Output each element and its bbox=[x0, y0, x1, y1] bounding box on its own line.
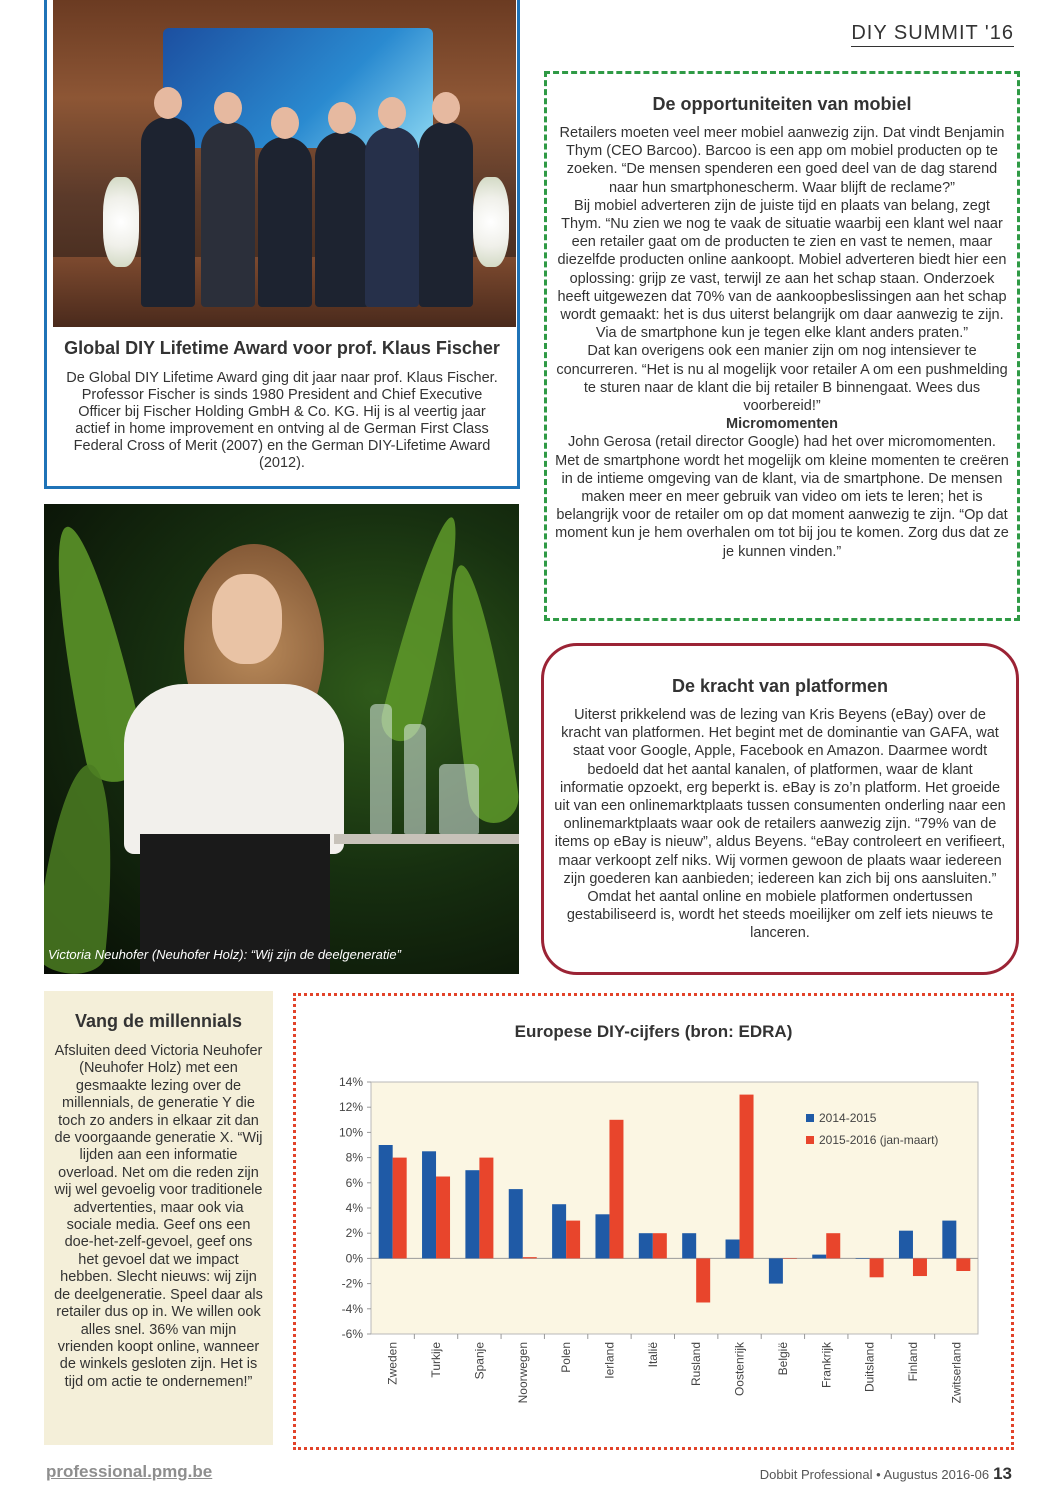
water-bottle bbox=[404, 724, 426, 834]
person bbox=[201, 122, 255, 307]
paragraph: Dat kan overigens ook een manier zijn om nog intensiever te concurreren. “Het is nu al mogelijk voor retailer A om een pushmelding te sturen naar de klant die bij retailer B binnengaat. Wees dus voorbereid!” bbox=[556, 343, 1008, 415]
award-title: Global DIY Lifetime Award voor prof. Klaus Fischer bbox=[64, 338, 500, 358]
y-tick-label: 10% bbox=[338, 1125, 363, 1140]
orchid-left bbox=[103, 177, 139, 267]
y-tick-label: 12% bbox=[338, 1100, 363, 1115]
y-tick-label: 4% bbox=[345, 1201, 363, 1215]
bar-series1 bbox=[552, 1204, 566, 1258]
x-tick-label: Spanje bbox=[472, 1342, 487, 1380]
bar-series2 bbox=[436, 1177, 450, 1259]
bar-series2 bbox=[956, 1258, 970, 1271]
bar-series1 bbox=[769, 1258, 783, 1283]
footer-website-link[interactable]: professional.pmg.be bbox=[46, 1462, 213, 1481]
y-tick-label: 8% bbox=[345, 1150, 363, 1165]
person bbox=[141, 117, 195, 307]
y-tick-label: 6% bbox=[345, 1175, 363, 1190]
bar-series2 bbox=[913, 1258, 927, 1276]
bar-series1 bbox=[942, 1221, 956, 1259]
bar-series1 bbox=[422, 1151, 436, 1258]
bar-series2 bbox=[393, 1158, 407, 1259]
chart-box bbox=[293, 993, 1014, 1450]
platformen-text: Uiterst prikkelend was de lezing van Kris Beyens (eBay) over de kracht van platformen. Het begint met de dominantie van GAFA, wat staat voor Google, Apple, Facebook en Amazon. Daarmee wordt bedoeld dat het aantal kanalen, of platformen, waar de klant informatie opzoekt, erg beperkt is. eBay is zo’n platform. Het groeide uit van een onlinemarktplaats tussen consumenten onderling naar een onlinemarktplaats waar ook de retailers aanwezig zijn. “79% van de items op eBay is nieuw”, aldus Beyens. “eBay controleert en verifieert, maar verkoopt zelf niks. Wij vormen gewoon de plaats waar iedereen zijn goederen kan aanbieden; iedereen kan zich bij ons aansluiten.” Omdat het aantal online en mobiele platformen ondertussen gestabiliseerd is, wordt het steeds moeilijker om zelf iets nieuws te lanceren. bbox=[554, 707, 1006, 942]
x-tick-label: Polen bbox=[559, 1342, 574, 1373]
x-tick-label: Frankrijk bbox=[819, 1342, 834, 1389]
award-box bbox=[44, 0, 520, 489]
award-ceremony-photo bbox=[53, 0, 516, 327]
platformen-box bbox=[541, 643, 1019, 975]
paragraph: Retailers moeten veel meer mobiel aanwezig zijn. Dat vindt Benjamin Thym (CEO Barcoo). Barcoo is een app om mobiel producten op te zoeken. “De mensen spenderen een goed deel van de dag starend naar hun smartphonescherm. Waar blijft de reclame?” bbox=[559, 125, 1005, 196]
millennials-text: Afsluiten deed Victoria Neuhofer (Neuhofer Holz) met een gesmaakte lezing over de millennials, de generatie Y die toch zo anders in elkaar zit dan de voorgaande generatie X. “Wij lijden aan een informatie overload. Net om die reden zijn wij wel gevoelig voor traditionele advertenties, maar ook via sociale media. Geef ons een doe-het-zelf-gevoel, geef ons het gevoel dat we impact hebben. Slecht nieuws: wij zijn de deelgeneratie. Speel daar als retailer dus op in. We willen ook alles snel. 36% van mijn vrienden koopt online, wanneer de winkels gesloten zijn. Het is tijd om actie te ondernemen!” bbox=[54, 1043, 263, 1390]
mobiel-box bbox=[544, 71, 1020, 621]
section-tag: DIY SUMMIT '16 bbox=[851, 22, 1014, 47]
bar-chart bbox=[296, 996, 1011, 1447]
chart-title: Europese DIY-cijfers (bron: EDRA) bbox=[514, 1022, 793, 1041]
plot-area bbox=[371, 1082, 978, 1334]
bar-series2 bbox=[870, 1258, 884, 1277]
speaker-photo bbox=[44, 504, 519, 974]
bar-series1 bbox=[856, 1258, 870, 1259]
x-tick-label: Zwitserland bbox=[949, 1342, 964, 1404]
bar-series1 bbox=[379, 1145, 393, 1258]
x-tick-label: Turkije bbox=[429, 1342, 444, 1378]
bar-series2 bbox=[523, 1257, 537, 1258]
x-tick-label: Finland bbox=[905, 1342, 920, 1382]
paragraph: John Gerosa (retail director Google) had het over micromomenten. Met de smartphone wordt het mogelijk om kleine momenten te creëren in de intieme omgeving van de klant, via de smartphone. De mensen maken meer en meer gebruik van video om iets te leren; het is belangrijk voor de retailer om op dat moment aanwezig te zijn. “Op dat moment kun je hem overhalen om tot bij jou te komen. Zorg dus dat ze je kunnen vinden.” bbox=[555, 434, 1009, 560]
bar-series2 bbox=[566, 1221, 580, 1259]
bar-series2 bbox=[783, 1258, 797, 1259]
x-tick-label: Zweden bbox=[385, 1342, 400, 1385]
bar-series1 bbox=[812, 1255, 826, 1259]
bar-series2 bbox=[740, 1095, 754, 1259]
bar-series2 bbox=[696, 1258, 710, 1302]
x-tick-label: Oostenrijk bbox=[732, 1342, 747, 1397]
person bbox=[258, 137, 312, 307]
bar-series1 bbox=[726, 1240, 740, 1259]
x-tick-label: Italië bbox=[645, 1342, 660, 1368]
plant-leaf bbox=[44, 761, 125, 974]
person bbox=[419, 122, 473, 307]
legend-swatch bbox=[806, 1136, 814, 1144]
mobiel-text bbox=[555, 124, 1009, 561]
x-tick-label: Noorwegen bbox=[515, 1342, 530, 1404]
bar-series1 bbox=[682, 1233, 696, 1258]
x-tick-label: Ierland bbox=[602, 1342, 617, 1379]
legend-swatch bbox=[806, 1114, 814, 1122]
bar-series2 bbox=[479, 1158, 493, 1259]
y-tick-label: -4% bbox=[341, 1301, 363, 1316]
bar-series1 bbox=[465, 1170, 479, 1258]
publication-info: Dobbit Professional • Augustus 2016-06 bbox=[759, 1467, 990, 1482]
millennials-title: Vang de millennials bbox=[74, 1011, 243, 1031]
person bbox=[315, 132, 369, 307]
award-text: De Global DIY Lifetime Award ging dit jaar naar prof. Klaus Fischer. Professor Fischer is sinds 1980 President and Chief Executive Officer bij Fischer Holding GmbH & Co. KG. Hij is al veertig jaar actief in home improvement en ontving al de German First Class Federal Cross of Merit (2007) en the German DIY-Lifetime Award (2012). bbox=[66, 370, 498, 471]
x-tick-label: België bbox=[775, 1342, 790, 1376]
bar-series2 bbox=[826, 1233, 840, 1258]
photo-caption: Victoria Neuhofer (Neuhofer Holz): “Wij zijn de deelgeneratie” bbox=[48, 947, 401, 962]
platformen-title: De kracht van platformen bbox=[671, 676, 889, 696]
paragraph: Bij mobiel adverteren zijn de juiste tijd en plaats van belang, zegt Thym. “Nu zien we nog te vaak de situatie waarbij een klant wel naar een retailer gaat om de producten te zien en vast te nemen, maar diezelfde producten online aankoopt. Mobiel adverteren biedt hier een oplossing: grijp ze vast, terwijl ze aan het schap staan. Onderzoek heeft uitgewezen dat 70% van de aankoopbeslissingen aan het schap wordt gemaakt: het is dus uiterst belangrijk om daar aanwezig te zijn. Via de smartphone kun je tegen elke klant anders praten.” bbox=[557, 197, 1007, 342]
bar-series1 bbox=[639, 1233, 653, 1258]
lectern-table bbox=[334, 834, 519, 844]
footer-publication bbox=[760, 1464, 1012, 1484]
legend-label: 2014-2015 bbox=[819, 1111, 877, 1125]
millennials-box bbox=[44, 991, 273, 1445]
bar-series1 bbox=[509, 1189, 523, 1258]
subheading: Micromomenten bbox=[726, 416, 838, 433]
page-number: 13 bbox=[993, 1464, 1012, 1483]
speaker-blouse bbox=[124, 684, 344, 854]
y-tick-label: -6% bbox=[341, 1327, 363, 1341]
person bbox=[365, 127, 419, 307]
x-tick-label: Rusland bbox=[689, 1342, 704, 1387]
glass bbox=[439, 764, 479, 834]
bar-series2 bbox=[609, 1120, 623, 1259]
bar-series1 bbox=[899, 1231, 913, 1259]
y-tick-label: 14% bbox=[338, 1075, 363, 1089]
y-tick-label: -2% bbox=[341, 1276, 363, 1291]
legend-label: 2015-2016 (jan-maart) bbox=[819, 1133, 939, 1147]
mobiel-title: De opportuniteiten van mobiel bbox=[652, 94, 912, 114]
orchid-right bbox=[473, 177, 509, 267]
bar-series2 bbox=[653, 1233, 667, 1258]
water-bottle bbox=[370, 704, 392, 834]
y-tick-label: 0% bbox=[345, 1251, 363, 1266]
x-tick-label: Duitsland bbox=[862, 1342, 877, 1393]
speaker-face bbox=[212, 574, 282, 664]
y-tick-label: 2% bbox=[345, 1226, 363, 1241]
bar-series1 bbox=[595, 1214, 609, 1258]
